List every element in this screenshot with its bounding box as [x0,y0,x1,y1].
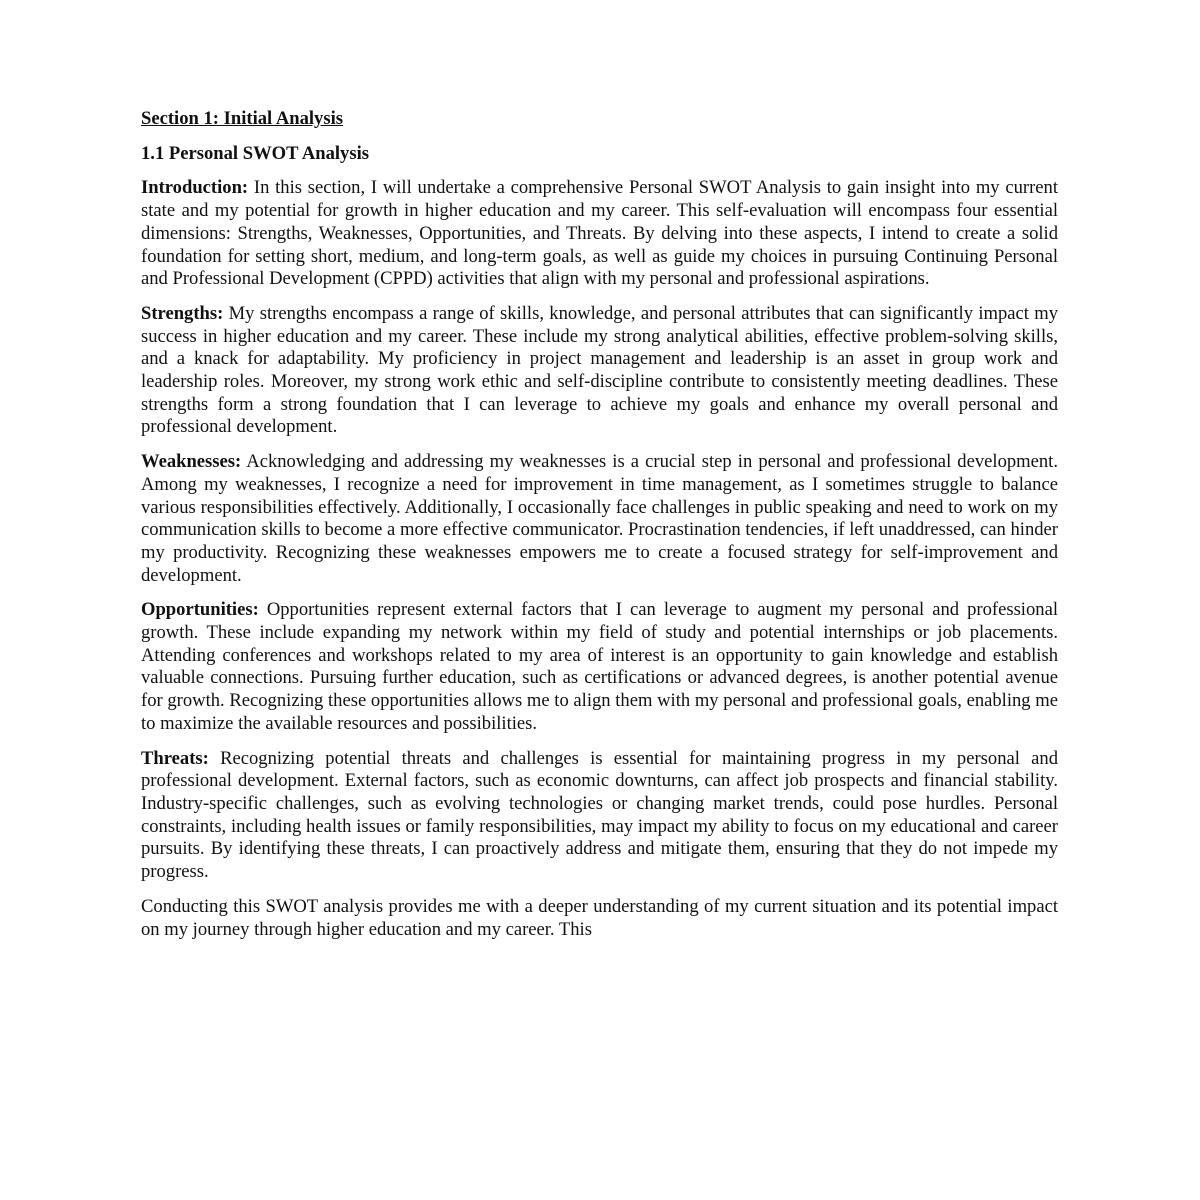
paragraph-lead: Threats: [141,747,209,769]
paragraph-text: In this section, I will undertake a comprehensive Personal SWOT Analysis to gain insight into my current state and my potential for growth in higher education and my career. This self-evaluation will encompass four essential dimensions: Strengths, Weaknesses, Opportunities, and Threats. By delving into these aspects, I intend to create a solid foundation for setting short, medium, and long-term goals, as well as guide my choices in pursuing Continuing Personal and Professional Development (CPPD) activities that align with my personal and professional aspirations. [141,177,1058,290]
paragraph-text: Acknowledging and addressing my weaknesses is a crucial step in personal and professional development. Among my weaknesses, I recognize a need for improvement in time management, as I sometimes struggle to balance various responsibilities effectively. Additionally, I occasionally face challenges in public speaking and need to work on my communication skills to become a more effective communicator. Procrastination tendencies, if left unaddressed, can hinder my productivity. Recognizing these weaknesses empowers me to create a focused strategy for self-improvement and development. [141,451,1058,586]
paragraph-conclusion [141,896,1058,941]
paragraph-threats [141,748,1058,884]
section-heading: Section 1: Initial Analysis [141,108,343,129]
paragraph-text: Recognizing potential threats and challenges is essential for maintaining progress in my personal and professional development. External factors, such as economic downturns, can affect job prospects and financial stability. Industry-specific challenges, such as evolving technologies or changing market trends, could pose hurdles. Personal constraints, including health issues or family responsibilities, may impact my ability to focus on my educational and career pursuits. By identifying these threats, I can proactively address and mitigate them, ensuring that they do not impede my progress. [141,747,1058,883]
paragraph-strengths [141,303,1058,439]
paragraph-text: Conducting this SWOT analysis provides me with a deeper understanding of my current situation and its potential impact on my journey through higher education and my career. This [141,895,1058,940]
paragraph-introduction [141,177,1058,291]
sub-heading: 1.1 Personal SWOT Analysis [141,142,369,164]
paragraph-opportunities [141,599,1058,735]
paragraph-weaknesses [141,451,1058,587]
paragraph-lead: Weaknesses: [141,451,242,473]
paragraph-text: Opportunities represent external factors that I can leverage to augment my personal and professional growth. These include expanding my network within my field of study and potential internships or job placements. Attending conferences and workshops related to my area of interest is an opportunity to gain knowledge and establish valuable connections. Pursuing further education, such as certifications or advanced degrees, is another potential avenue for growth. Recognizing these opportunities allows me to align them with my personal and professional goals, enabling me to maximize the available resources and possibilities. [141,599,1058,734]
paragraph-lead: Strengths: [141,302,224,324]
paragraph-lead: Opportunities: [141,599,259,621]
paragraph-text: My strengths encompass a range of skills, knowledge, and personal attributes that can significantly impact my success in higher education and my career. These include my strong analytical abilities, effective problem-solving skills, and a knack for adaptability. My proficiency in project management and leadership is an asset in group work and leadership roles. Moreover, my strong work ethic and self-discipline contribute to consistently meeting deadlines. These strengths form a strong foundation that I can leverage to achieve my goals and enhance my overall personal and professional development. [141,302,1058,438]
document-page [141,108,1058,953]
paragraph-lead: Introduction: [141,177,249,199]
